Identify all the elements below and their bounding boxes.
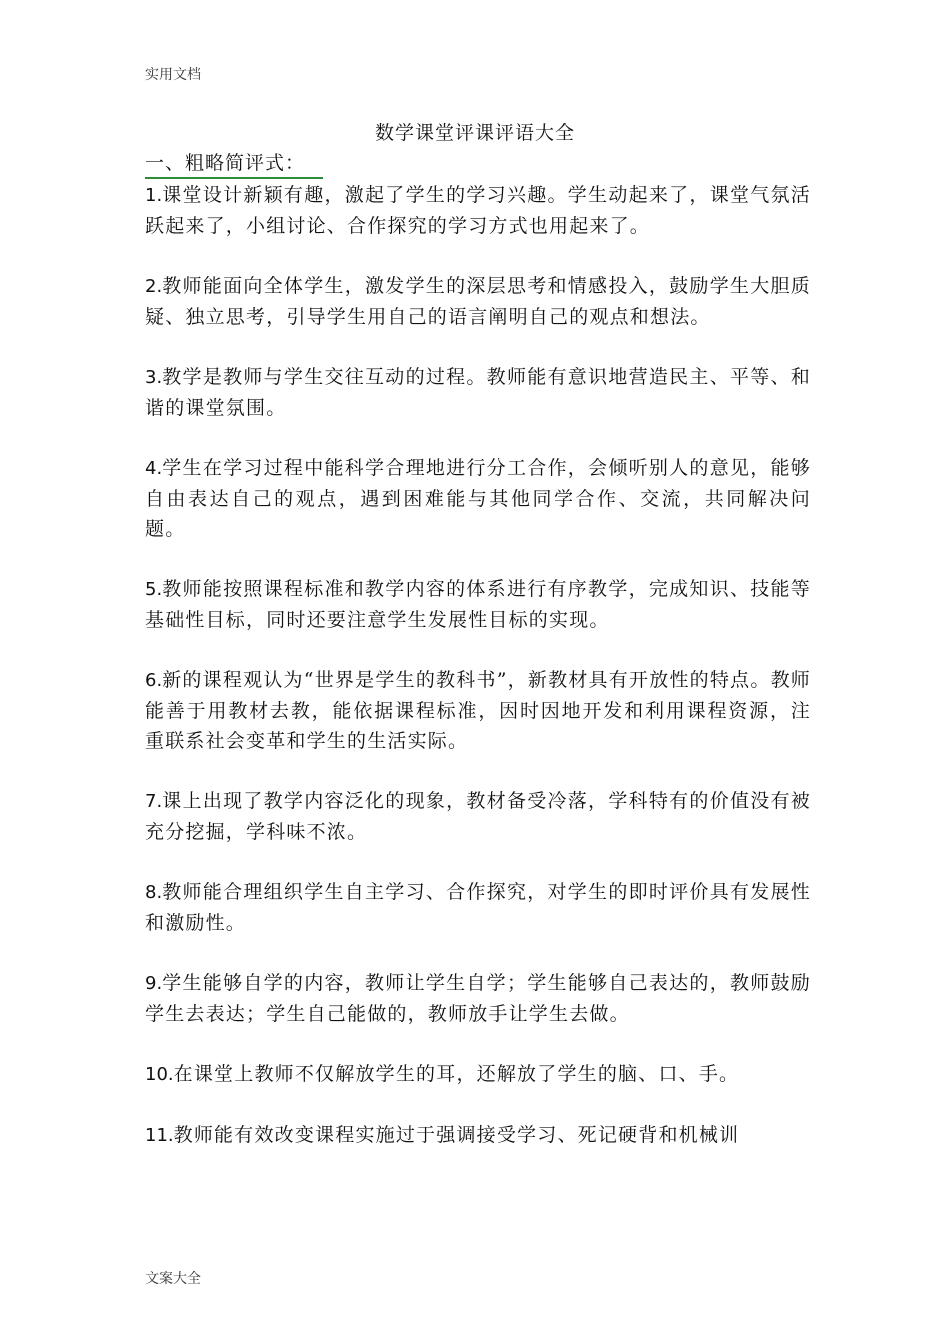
paragraph-3 [145, 362, 811, 423]
paragraph-6 [145, 665, 811, 756]
item-number: 7. [145, 791, 163, 812]
item-text: 课堂设计新颖有趣，激起了学生的学习兴趣。学生动起来了，课堂气氛活跃起来了，小组讨论、合作探究的学习方式也用起来了。 [145, 184, 811, 237]
item-text: 教学是教师与学生交往互动的过程。教师能有意识地营造民主、平等、和谐的课堂氛围。 [145, 366, 811, 419]
item-number: 2. [145, 276, 163, 297]
page-footer: 文案大全 [145, 1271, 201, 1287]
item-text: 教师能有效改变课程实施过于强调接受学习、死记硬背和机械训 [173, 1124, 740, 1146]
item-number: 11. [145, 1125, 174, 1146]
item-text: 在课堂上教师不仅解放学生的耳，还解放了学生的脑、口、手。 [173, 1063, 740, 1085]
paragraph-9 [145, 968, 811, 1029]
item-text: 教师能合理组织学生自主学习、合作探究，对学生的即时评价具有发展性和激励性。 [145, 881, 811, 934]
item-text: 课上出现了教学内容泛化的现象，教材备受冷落，学科特有的价值没有被充分挖掘，学科味不浓。 [145, 790, 811, 843]
paragraph-1 [145, 180, 811, 241]
item-text: 教师能面向全体学生，激发学生的深层思考和情感投入，鼓励学生大胆质疑、独立思考，引导学生用自己的语言阐明自己的观点和想法。 [145, 275, 811, 328]
paragraph-2 [145, 271, 811, 332]
item-number: 4. [145, 458, 163, 479]
document-title: 数学课堂评课评语大全 [374, 122, 575, 144]
item-text: 教师能按照课程标准和教学内容的体系进行有序教学，完成知识、技能等基础性目标，同时还要注意学生发展性目标的实现。 [145, 578, 811, 631]
paragraph-5 [145, 574, 811, 635]
item-text: 学生在学习过程中能科学合理地进行分工合作，会倾听别人的意见，能够自由表达自己的观点，遇到困难能与其他同学合作、交流，共同解决问题。 [145, 457, 811, 540]
item-text: 学生能够自学的内容，教师让学生自学；学生能够自己表达的，教师鼓励学生去表达；学生自己能做的，教师放手让学生去做。 [145, 972, 811, 1025]
page-header: 实用文档 [145, 67, 201, 83]
item-number: 3. [145, 367, 163, 388]
item-number: 5. [145, 579, 163, 600]
item-number: 10. [145, 1064, 174, 1085]
paragraph-7 [145, 786, 811, 847]
item-number: 8. [145, 882, 163, 903]
paragraph-10 [145, 1059, 811, 1090]
paragraph-11 [145, 1120, 811, 1151]
paragraph-4 [145, 453, 811, 544]
item-number: 1. [145, 185, 163, 206]
item-text: 新的课程观认为“世界是学生的教科书”，新教材具有开放性的特点。教师能善于用教材去教，能依据课程标准，因时因地开发和利用课程资源，注重联系社会变革和学生的生活实际。 [145, 669, 811, 752]
item-number: 6. [145, 670, 163, 691]
document-body [145, 180, 811, 1181]
item-number: 9. [145, 973, 163, 994]
paragraph-8 [145, 877, 811, 938]
section-heading: 一、粗略简评式： [145, 148, 323, 179]
